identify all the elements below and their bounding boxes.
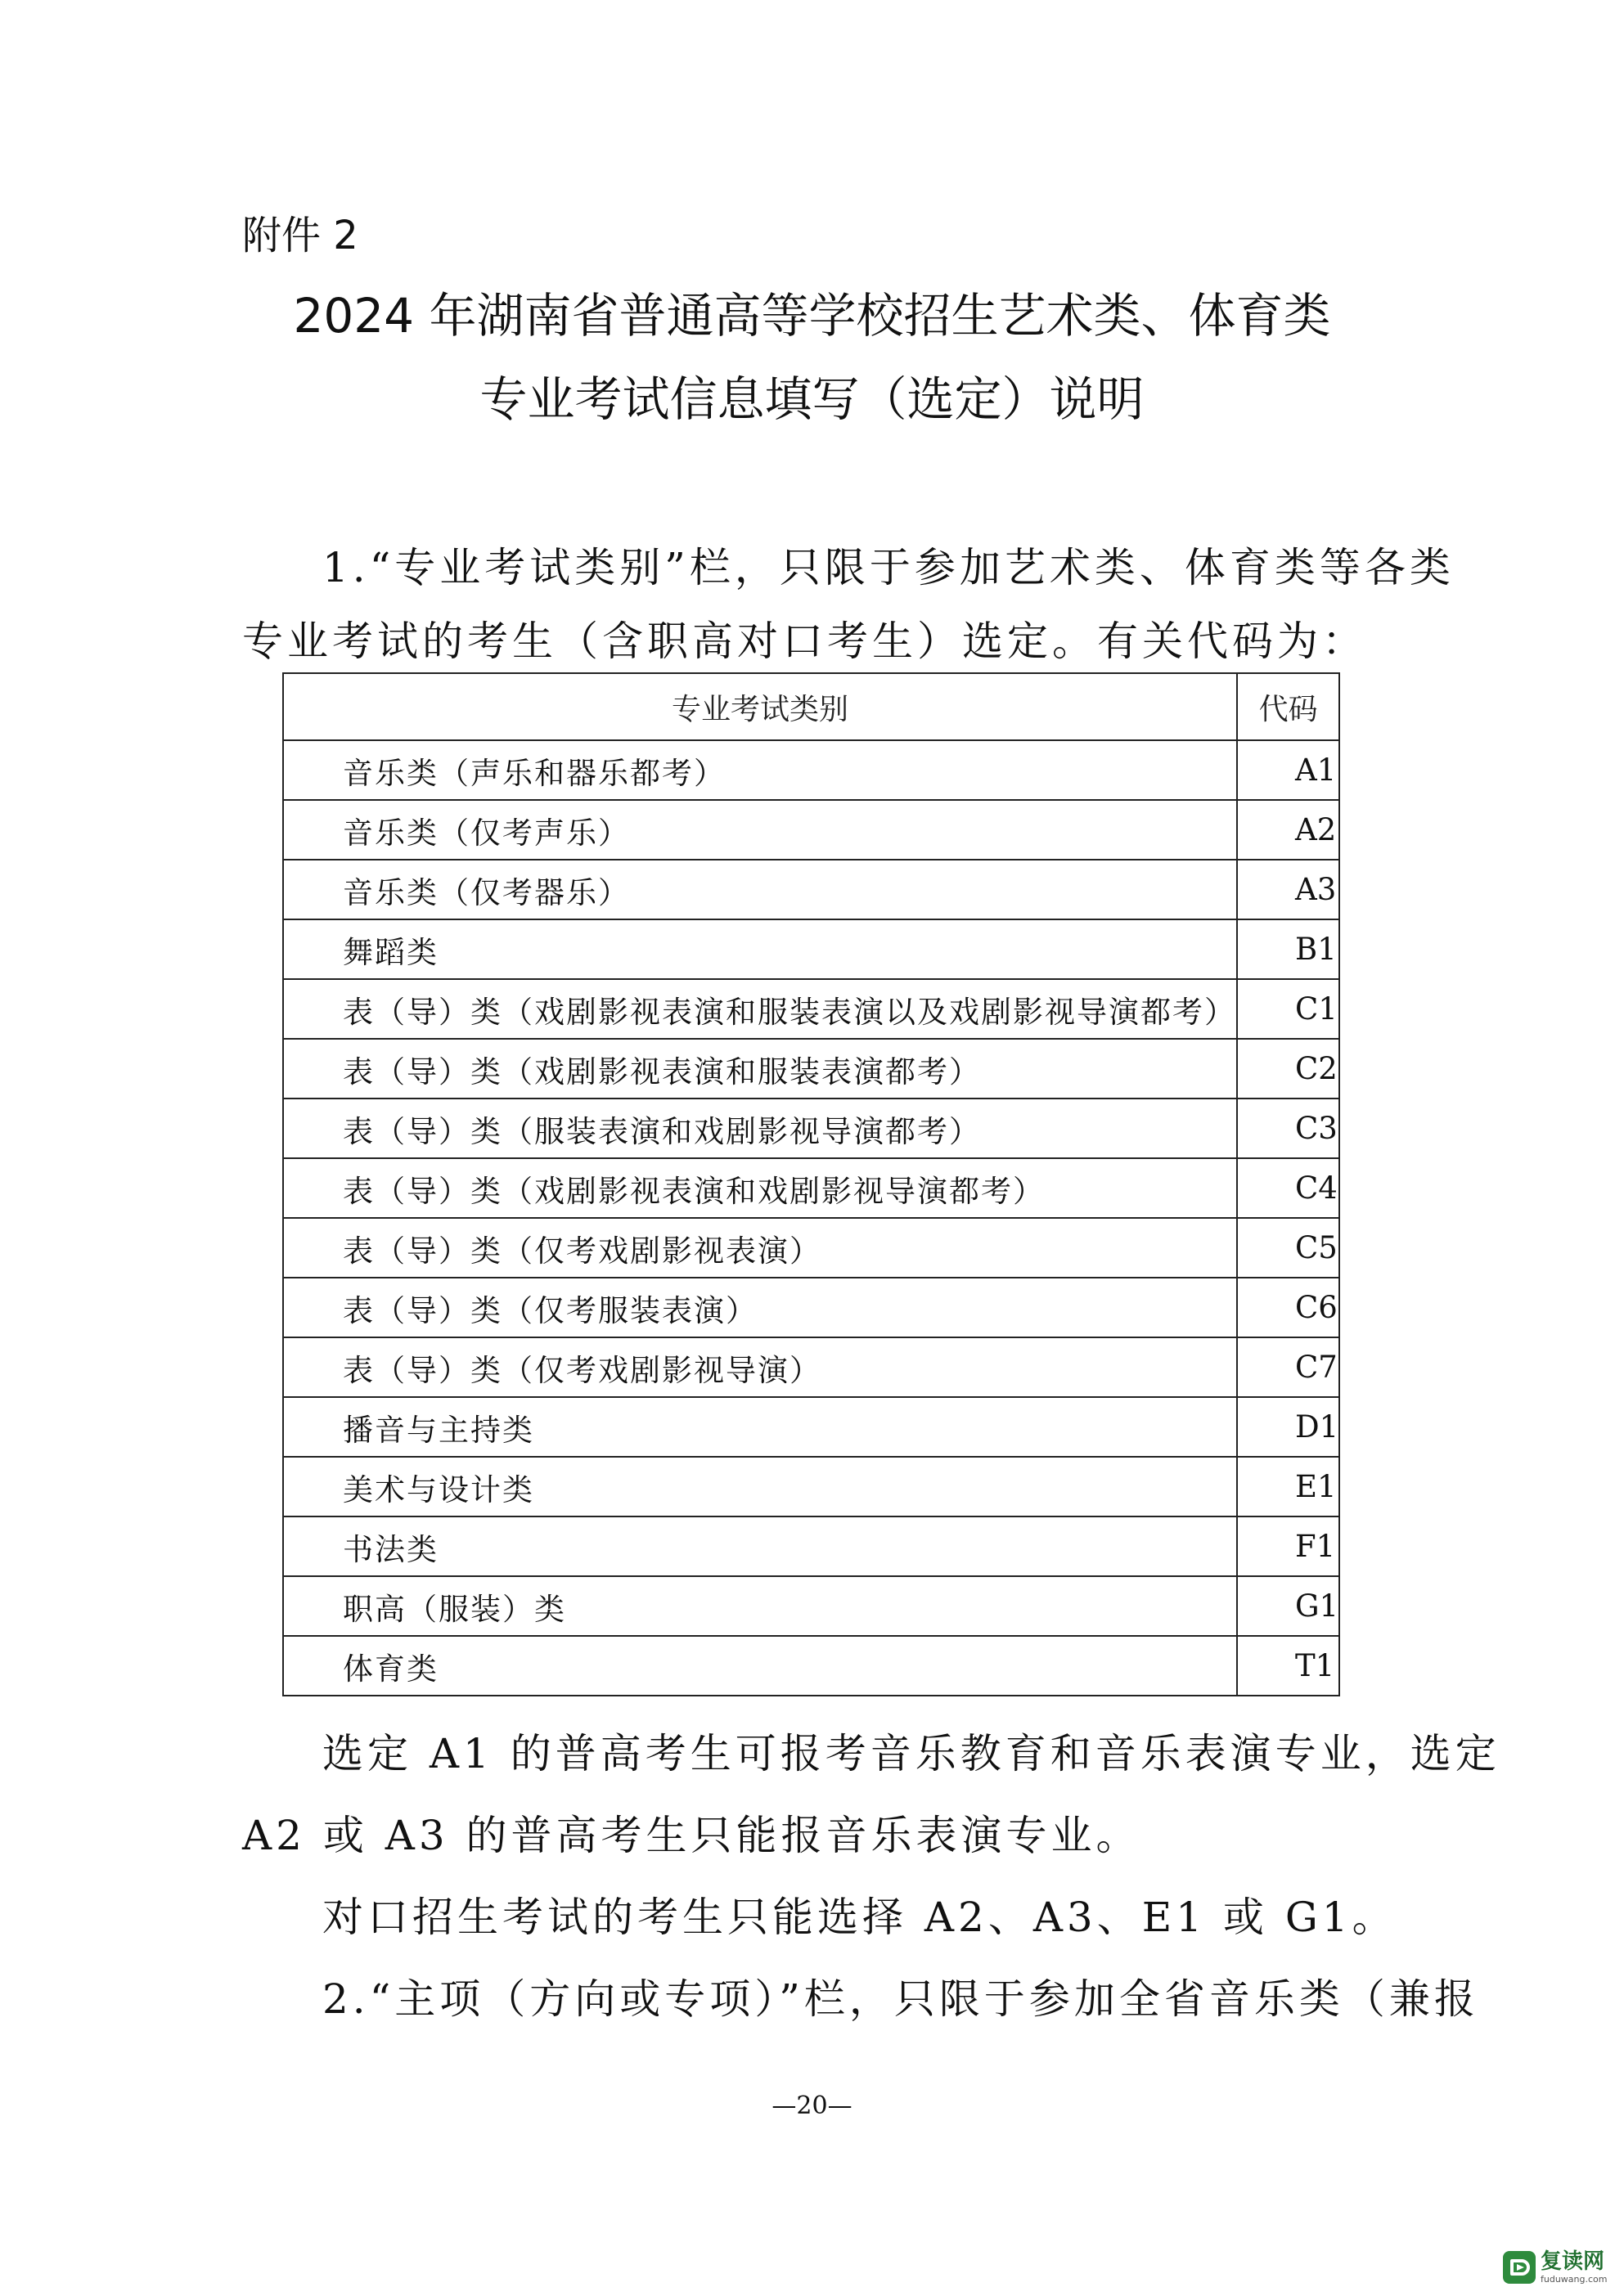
code-cell: B1 <box>1237 919 1339 979</box>
note-2: 对口招生考试的考生只能选择 A2、A3、E1 或 G1。 <box>322 1894 1397 1941</box>
code-cell: A3 <box>1237 860 1339 919</box>
site-watermark <box>1503 2244 1616 2291</box>
code-cell: D1 <box>1237 1397 1339 1457</box>
category-cell: 体育类 <box>283 1636 1237 1696</box>
code-cell: T1 <box>1237 1636 1339 1696</box>
category-cell: 表（导）类（戏剧影视表演和服装表演以及戏剧影视导演都考） <box>283 979 1237 1039</box>
code-cell: C4 <box>1237 1158 1339 1218</box>
code-cell: C1 <box>1237 979 1339 1039</box>
table-row <box>283 919 1339 979</box>
header-category: 专业考试类别 <box>283 673 1237 740</box>
section-1-line-1: 1.“专业考试类别”栏，只限于参加艺术类、体育类等各类 <box>322 544 1455 591</box>
section-2-line-1: 2.“主项（方向或专项）”栏，只限于参加全省音乐类（兼报 <box>322 1975 1479 2023</box>
table-row <box>283 1636 1339 1696</box>
category-cell: 舞蹈类 <box>283 919 1237 979</box>
code-cell: E1 <box>1237 1457 1339 1516</box>
code-cell: C3 <box>1237 1099 1339 1158</box>
category-cell: 职高（服装）类 <box>283 1576 1237 1636</box>
document-title-line-2: 专业考试信息填写（选定）说明 <box>479 371 1145 427</box>
code-cell: C2 <box>1237 1039 1339 1099</box>
category-cell: 音乐类（仅考声乐） <box>283 800 1237 860</box>
note-1-line-2: A2 或 A3 的普高考生只能报音乐表演专业。 <box>242 1812 1141 1859</box>
table-header-row <box>283 673 1339 740</box>
category-cell: 表（导）类（戏剧影视表演和戏剧影视导演都考） <box>283 1158 1237 1218</box>
table-row <box>283 1516 1339 1576</box>
table-row <box>283 1218 1339 1278</box>
attachment-label: 附件 2 <box>242 213 358 258</box>
category-cell: 表（导）类（仅考戏剧影视表演） <box>283 1218 1237 1278</box>
code-cell: C7 <box>1237 1337 1339 1397</box>
category-cell: 音乐类（仅考器乐） <box>283 860 1237 919</box>
table-row <box>283 740 1339 800</box>
exam-category-code-table <box>282 672 1340 1696</box>
table-row <box>283 1397 1339 1457</box>
table-row <box>283 1099 1339 1158</box>
table-row <box>283 1457 1339 1516</box>
code-cell: C6 <box>1237 1278 1339 1337</box>
code-cell: G1 <box>1237 1576 1339 1636</box>
table-row <box>283 979 1339 1039</box>
table-body <box>283 740 1339 1696</box>
table-row <box>283 800 1339 860</box>
code-cell: C5 <box>1237 1218 1339 1278</box>
code-cell: A1 <box>1237 740 1339 800</box>
note-1-line-1: 选定 A1 的普高考生可报考音乐教育和音乐表演专业，选定 <box>322 1730 1500 1777</box>
table-row <box>283 1576 1339 1636</box>
document-title-line-1: 2024 年湖南省普通高等学校招生艺术类、体育类 <box>293 288 1331 344</box>
header-code: 代码 <box>1237 673 1339 740</box>
code-cell: F1 <box>1237 1516 1339 1576</box>
fuduwang-logo-icon <box>1503 2251 1536 2284</box>
table-row <box>283 1158 1339 1218</box>
table-row <box>283 860 1339 919</box>
watermark-name: 复读网 <box>1541 2249 1605 2274</box>
category-cell: 书法类 <box>283 1516 1237 1576</box>
category-cell: 表（导）类（仅考服装表演） <box>283 1278 1237 1337</box>
category-cell: 表（导）类（服装表演和戏剧影视导演都考） <box>283 1099 1237 1158</box>
category-cell: 表（导）类（仅考戏剧影视导演） <box>283 1337 1237 1397</box>
category-cell: 美术与设计类 <box>283 1457 1237 1516</box>
page-number: —20— <box>772 2092 852 2120</box>
section-1-line-2: 专业考试的考生（含职高对口考生）选定。有关代码为： <box>242 618 1367 665</box>
table-row <box>283 1278 1339 1337</box>
category-cell: 播音与主持类 <box>283 1397 1237 1457</box>
code-cell: A2 <box>1237 800 1339 860</box>
category-cell: 表（导）类（戏剧影视表演和服装表演都考） <box>283 1039 1237 1099</box>
table-row <box>283 1337 1339 1397</box>
watermark-url: fuduwang.com <box>1541 2274 1608 2285</box>
table-row <box>283 1039 1339 1099</box>
category-cell: 音乐类（声乐和器乐都考） <box>283 740 1237 800</box>
